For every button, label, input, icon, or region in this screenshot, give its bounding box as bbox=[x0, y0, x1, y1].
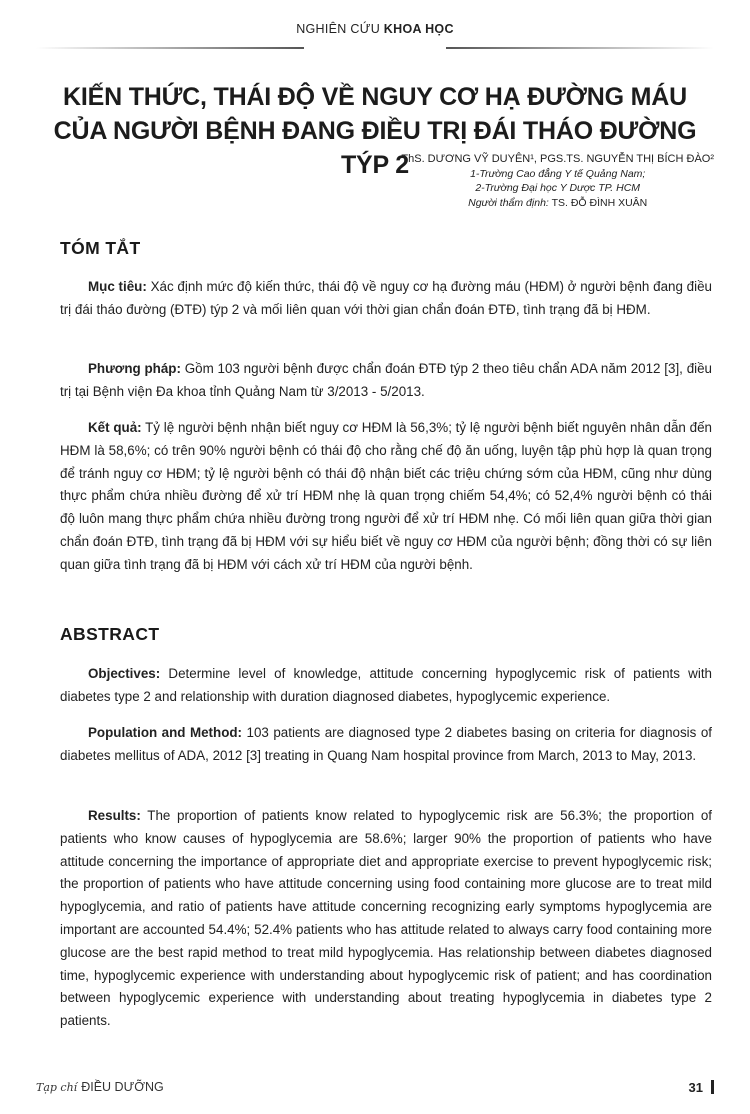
ket-qua-label: Kết quả: bbox=[88, 420, 142, 435]
article-title-line1: KIẾN THỨC, THÁI ĐỘ VỀ NGUY CƠ HẠ ĐƯỜNG MÁU bbox=[63, 83, 687, 111]
abstract-results bbox=[60, 805, 712, 1033]
results-label: Results: bbox=[88, 808, 141, 823]
page-number-bar bbox=[711, 1080, 714, 1094]
journal-logo bbox=[36, 1080, 164, 1094]
article-title-line2: CỦA NGƯỜI BỆNH ĐANG ĐIỀU TRỊ ĐÁI THÁO ĐƯỜNG TÝP 2 bbox=[53, 117, 697, 179]
journal-script: Tạp chí bbox=[36, 1081, 78, 1094]
page-number: 31 bbox=[688, 1080, 703, 1095]
phuong-phap-label: Phương pháp: bbox=[88, 361, 181, 376]
muc-tieu-label: Mục tiêu: bbox=[88, 279, 147, 294]
affiliation-1: 1-Trường Cao đẳng Y tế Quảng Nam; bbox=[470, 167, 646, 180]
abstract-objectives bbox=[60, 663, 712, 709]
reviewer-label: Người thẩm định: bbox=[468, 196, 549, 209]
tom-tat-phuong-phap bbox=[60, 358, 712, 404]
section-header bbox=[0, 22, 750, 36]
abstract-method bbox=[60, 722, 712, 768]
page-number-block bbox=[689, 1080, 714, 1095]
affiliation-2: 2-Trường Đại học Y Dược TP. HCM bbox=[475, 182, 641, 194]
author-block bbox=[401, 152, 714, 210]
journal-name: ĐIỀU DƯỠNG bbox=[81, 1080, 164, 1094]
results-text: The proportion of patients know related to hypoglycemic risk are 56.3%; the proportion of patients who know causes of hypoglycemia are 58.6%; larger 90% the proportion of patients who have attitude concerning the importance of appropriate diet and appropriate exercise to prevent hypoglycemic risk; the proportion of patients who have attitude concerning using food containing more glucose are to treat mild hypoglycemia, and ratio of patients have attitude concerning recognizing early symptoms hypoglycemia are important are accounted 54.4%; 52.4% patients who has attitude related to always carry food containing more glucose are the best rapid method to treat mild hypoglycemia. Has relationship between diabetes diagnosed time, hypoglycemic experience with understanding about hypoglycemic risk of patient; and has coordination between hypoglycemic experience with understanding about treating hypoglycemia in diabetes type 2 patients. bbox=[60, 808, 712, 1029]
abstract-heading: ABSTRACT bbox=[60, 624, 160, 644]
section-header-bold: KHOA HỌC bbox=[383, 22, 454, 36]
ket-qua-text: Tỷ lệ người bệnh nhận biết nguy cơ HĐM là 56,3%; tỷ lệ người bệnh biết nguyên nhân dẫn đến HĐM là 58,6%; có trên 90% người bệnh có thái độ cho rằng chế độ ăn uống, luyện tập phù hợp là quan trọng để tránh nguy cơ HĐM; tỷ lệ người bệnh có thái độ nhận biết các triệu chứng sớm của HĐM, cũng như dùng thực phẩm chứa nhiều đường để xử trí HĐM nhẹ là quan trọng chiếm 54,4%; có 52,4% người bệnh có thái độ luôn mang thực phẩm chứa nhiều đường trong người để xử trí HĐM nhẹ. Có mối liên quan giữa thời gian chẩn đoán ĐTĐ, tình trạng đã bị HĐM với sự hiểu biết về nguy cơ HĐM của người bệnh; đồng thời có sự liên quan giữa tình trạng đã bị HĐM với cách xử trí HĐM của người bệnh. bbox=[60, 420, 712, 572]
objectives-text: Determine level of knowledge, attitude concerning hypoglycemic risk of patients with diabetes type 2 and relationship with duration diagnosed diabetes, hypoglycemic experience. bbox=[60, 666, 712, 704]
section-header-prefix: NGHIÊN CỨU bbox=[296, 22, 384, 36]
author-names: ThS. DƯƠNG VỸ DUYÊN¹, PGS.TS. NGUYỄN THỊ BÍCH ĐÀO² bbox=[401, 153, 714, 165]
header-rule-right bbox=[446, 47, 714, 49]
method-label: Population and Method: bbox=[88, 725, 243, 740]
header-rule-left bbox=[36, 47, 304, 49]
reviewer-line bbox=[401, 196, 714, 211]
method-text: 103 patients are diagnosed type 2 diabetes basing on criteria for diagnosis of diabetes mellitus of ADA, 2012 [3] treating in Quang Nam hospital province from March, 2013 to May, 2013. bbox=[60, 725, 712, 763]
reviewer-name: TS. ĐỖ ĐÌNH XUÂN bbox=[548, 196, 648, 209]
objectives-label: Objectives: bbox=[88, 666, 161, 681]
tom-tat-muc-tieu bbox=[60, 276, 712, 322]
phuong-phap-text: Gồm 103 người bệnh được chẩn đoán ĐTĐ týp 2 theo tiêu chẩn ADA năm 2012 [3], điều trị tại Bệnh viện Đa khoa tỉnh Quảng Nam từ 3/2013 - 5/2013. bbox=[60, 361, 713, 399]
muc-tieu-text: Xác định mức độ kiến thức, thái độ về nguy cơ hạ đường máu (HĐM) ở người bệnh đang điều trị đái tháo đường (ĐTĐ) týp 2 và mối liên quan với thời gian chẩn đoán ĐTĐ, tình trạng đã bị HĐM. bbox=[60, 279, 712, 317]
tom-tat-ket-qua bbox=[60, 417, 712, 577]
tom-tat-heading: TÓM TẮT bbox=[60, 238, 141, 258]
